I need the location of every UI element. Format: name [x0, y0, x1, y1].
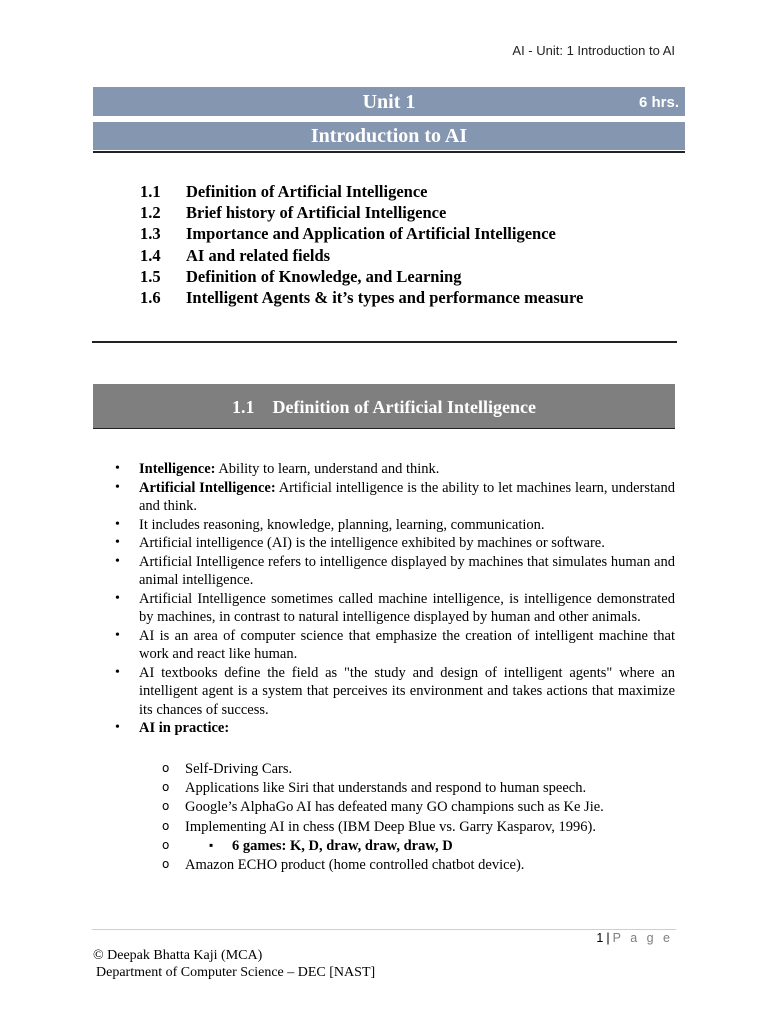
toc-item [140, 202, 583, 223]
bullet-term: Artificial Intelligence: [139, 479, 276, 496]
toc-item-title: AI and related fields [186, 245, 331, 265]
page-number-value: 1 [596, 931, 604, 945]
practice-item: o Amazon ECHO product (home controlled chatbot device). [139, 856, 675, 875]
list-item: • AI textbooks define the field as "the study and design of intelligent agents" where an intelligent agent is a system that perceives its environment and takes actions that maximize its chances of success. [139, 664, 675, 719]
unit-banner [93, 87, 685, 153]
toc-item-number: 1.5 [140, 266, 161, 286]
section-title-line [93, 384, 675, 430]
toc-item-title: Definition of Knowledge, and Learning [186, 266, 462, 286]
list-item: • Artificial Intelligence refers to intelligence displayed by machines that simulates human and animal intelligence. [139, 553, 675, 590]
bullet-text: Ability to learn, understand and think. [215, 461, 440, 477]
list-item [139, 460, 675, 478]
page-number-separator: | [606, 931, 610, 945]
section-title: Definition of Artificial Intelligence [272, 397, 536, 417]
toc-divider [92, 341, 677, 343]
toc-item [140, 245, 583, 266]
list-item [139, 719, 675, 737]
bullet-term: Intelligence: [139, 461, 216, 477]
unit-subtitle: Introduction to AI [310, 125, 468, 147]
list-item: • It includes reasoning, knowledge, planning, learning, communication. [139, 516, 675, 534]
chess-detail-item: ▪ o 6 games: K, D, draw, draw, draw, D [139, 837, 675, 856]
list-item: • AI is an area of computer science that emphasize the creation of intelligent machine that work and react like human. [139, 627, 675, 664]
unit-hours: 6 hrs. [638, 94, 679, 111]
unit-banner-underline [93, 151, 685, 153]
list-item: • Artificial Intelligence sometimes called machine intelligence, is intelligence demonstrated by machines, in contrast to natural intelligence displayed by human and other animals. [139, 590, 675, 627]
bullet-term: AI in practice: [139, 720, 230, 737]
toc-item-number: 1.6 [140, 288, 161, 308]
footer-author: © Deepak Bhatta Kaji (MCA) [93, 948, 263, 963]
toc-item [140, 266, 583, 287]
practice-item: o Google’s AlphaGo AI has defeated many GO champions such as Ke Jie. [139, 798, 675, 817]
toc-item-title: Importance and Application of Artificial Intelligence [186, 224, 556, 244]
page-number [596, 931, 673, 945]
table-of-contents [140, 181, 583, 308]
footer-department: Department of Computer Science – DEC [NAST] [96, 965, 376, 980]
running-header: AI - Unit: 1 Introduction to AI [512, 43, 675, 58]
toc-item [140, 287, 583, 308]
toc-item-number: 1.2 [140, 203, 161, 223]
list-item [139, 479, 675, 516]
list-item: • Artificial intelligence (AI) is the intelligence exhibited by machines or software. [139, 534, 675, 552]
ai-in-practice-list [139, 760, 675, 875]
practice-item: o Self-Driving Cars. [139, 760, 675, 779]
page-label: P a g e [612, 931, 673, 945]
section-header [93, 384, 675, 429]
toc-item-number: 1.3 [140, 224, 161, 244]
footer [93, 947, 375, 981]
toc-item-number: 1.4 [140, 245, 161, 265]
practice-item: o Implementing AI in chess (IBM Deep Blue vs. Garry Kasparov, 1996). [139, 818, 675, 837]
bullet-text: Artificial intelligence is the ability to let machines learn, understand and think. [139, 479, 675, 514]
toc-item-title: Brief history of Artificial Intelligence [186, 203, 447, 223]
toc-item [140, 223, 583, 244]
definition-bullet-list [139, 460, 675, 738]
unit-banner-divider [93, 118, 318, 120]
practice-subitem-wrapper [139, 837, 675, 856]
unit-banner-divider [430, 118, 685, 120]
practice-item: o Applications like Siri that understands and respond to human speech. [139, 779, 675, 798]
toc-item-number: 1.1 [140, 182, 161, 201]
chess-detail-list [139, 837, 675, 856]
toc-item-title: Intelligent Agents & it’s types and performance measure [186, 288, 584, 308]
unit-title: Unit 1 [362, 91, 416, 113]
toc-item [140, 181, 583, 202]
footer-divider [92, 929, 676, 930]
toc-item-title: Definition of Artificial Intelligence [186, 182, 428, 201]
section-number: 1.1 [232, 397, 255, 417]
